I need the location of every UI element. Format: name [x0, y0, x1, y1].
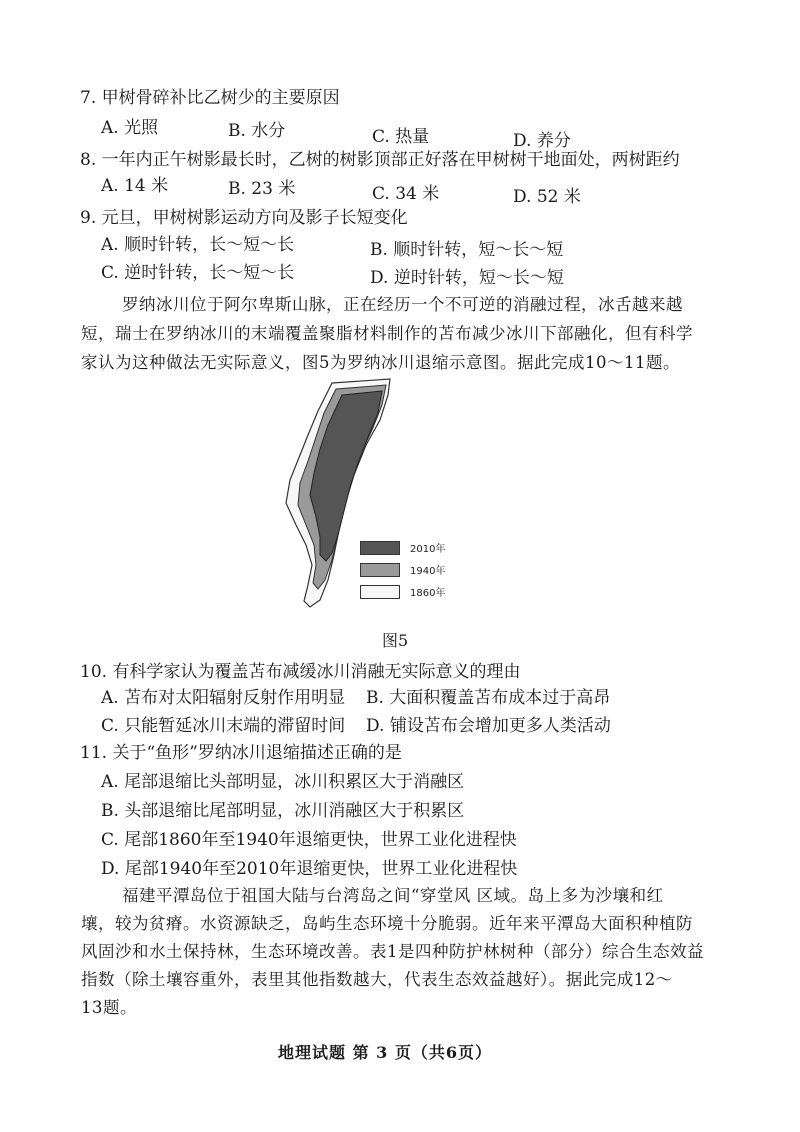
q9-stem: 9. 元旦，甲树树影运动方向及影子长短变化: [80, 208, 408, 228]
q8-option-a: A. 14 米: [101, 176, 169, 196]
passage2-line-5: 13题。: [81, 998, 137, 1017]
q10-option-a: A. 苫布对太阳辐射反射作用明显: [101, 688, 346, 708]
q9-option-c: C. 逆时针转，长～短～长: [101, 263, 295, 283]
q10-option-b: B. 大面积覆盖苫布成本过于高昂: [366, 688, 611, 708]
q7-option-c: C. 热量: [372, 127, 430, 147]
passage2-line-4: 指数（除土壤容重外，表里其他指数越大，代表生态效益越好）。据此完成12～: [81, 970, 673, 989]
q10-stem: 10. 有科学家认为覆盖苫布减缓冰川消融无实际意义的理由: [80, 662, 521, 682]
passage2-line-3: 风固沙和水土保持林，生态环境改善。表1是四种防护林树种（部分）综合生态效益: [81, 942, 704, 961]
glacier-retreat-map: [270, 375, 470, 615]
q7-stem: 7. 甲树骨碎补比乙树少的主要原因: [80, 88, 340, 108]
legend-swatch-1940: [360, 563, 400, 577]
q9-option-b: B. 顺时针转，短～长～短: [370, 240, 564, 260]
legend-label-1860: 1860年: [410, 588, 446, 599]
legend-item-1860: [360, 584, 445, 599]
legend-swatch-2010: [360, 541, 400, 555]
figure-caption: 图5: [382, 631, 409, 650]
q7-option-d: D. 养分: [513, 131, 571, 151]
q8-stem: 8. 一年内正午树影最长时，乙树的树影顶部正好落在甲树树干地面处，两树距约: [80, 150, 680, 170]
legend-swatch-1860: [360, 585, 400, 599]
q8-option-c: C. 34 米: [372, 184, 440, 204]
q10-option-c: C. 只能暂延冰川末端的滞留时间: [101, 716, 346, 736]
passage2-line-1: 福建平潭岛位于祖国大陆与台湾岛之间“穿堂风 区域。岛上多为沙壤和红: [122, 886, 664, 905]
q8-option-b: B. 23 米: [228, 179, 296, 199]
legend-label-1940: 1940年: [410, 566, 446, 577]
q9-option-a: A. 顺时针转，长～短～长: [101, 235, 295, 255]
q11-option-d: D. 尾部1940年至2010年退缩更快，世界工业化进程快: [101, 859, 518, 879]
q11-option-b: B. 头部退缩比尾部明显，冰川消融区大于积累区: [101, 801, 465, 821]
passage1-line-3: 家认为这种做法无实际意义，图5为罗纳冰川退缩示意图。据此完成10～11题。: [81, 353, 680, 372]
legend-label-2010: 2010年: [410, 544, 446, 555]
q7-option-a: A. 光照: [101, 118, 159, 138]
legend-item-2010: [360, 540, 445, 555]
q11-stem: 11. 关于“鱼形”罗纳冰川退缩描述正确的是: [80, 743, 402, 763]
q8-option-d: D. 52 米: [513, 187, 581, 207]
q11-option-a: A. 尾部退缩比头部明显，冰川积累区大于消融区: [101, 772, 465, 792]
q10-option-d: D. 铺设苫布会增加更多人类活动: [366, 716, 611, 736]
q9-option-d: D. 逆时针转，短～长～短: [370, 268, 564, 288]
passage2-line-2: 壤，较为贫瘠。水资源缺乏，岛屿生态环境十分脆弱。近年来平潭岛大面积种植防: [81, 914, 693, 933]
page-footer: 地理试题 第 3 页（共6页）: [278, 1043, 492, 1062]
passage1-line-2: 短，瑞士在罗纳冰川的末端覆盖聚脂材料制作的苫布减少冰川下部融化，但有科学: [81, 324, 693, 343]
passage1-line-1: 罗纳冰川位于阿尔卑斯山脉，正在经历一个不可逆的消融过程，冰舌越来越: [122, 295, 683, 314]
q7-option-b: B. 水分: [228, 121, 286, 141]
legend-item-1940: [360, 562, 445, 577]
q11-option-c: C. 尾部1860年至1940年退缩更快，世界工业化进程快: [101, 830, 517, 850]
